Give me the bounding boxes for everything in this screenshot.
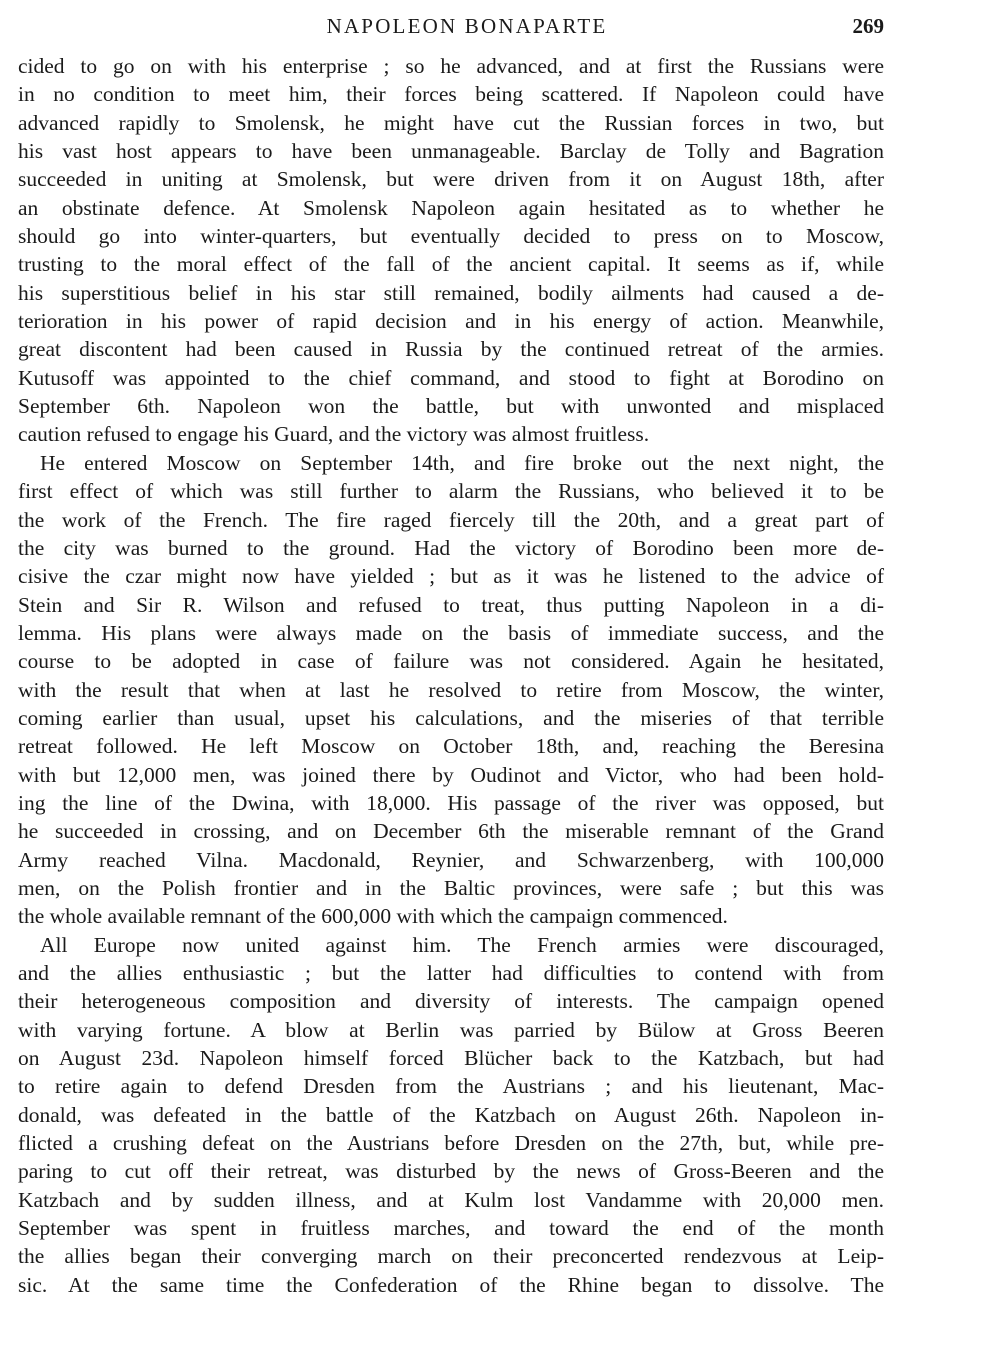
text-line: Kutusoff was appointed to the chief command, and stood to fight at Borodino on	[18, 365, 884, 390]
text-line: retreat followed. He left Moscow on October 18th, and, reaching the Beresina	[18, 734, 884, 759]
text-line: should go into winter-quarters, but eventually decided to press on to Moscow,	[18, 224, 884, 249]
text-line: the city was burned to the ground. Had the victory of Borodino been more de-	[18, 535, 884, 560]
text-line: and the allies enthusiastic ; but the latter had difficulties to contend with from	[18, 961, 884, 985]
text-line: his superstitious belief in his star still remained, bodily ailments had caused a de-	[18, 280, 884, 305]
text-line: he succeeded in crossing, and on December 6th the miserable remnant of the Grand	[18, 819, 884, 844]
book-page	[18, 14, 884, 1299]
paragraph-2	[18, 449, 884, 931]
text-line: Katzbach and by sudden illness, and at Kulm lost Vandamme with 20,000 men.	[18, 1187, 884, 1212]
text-line: the whole available remnant of the 600,000 with which the campaign commenced.	[18, 904, 728, 929]
text-line: cided to go on with his enterprise ; so he advanced, and at first the Russians were	[18, 54, 884, 78]
text-line: ing the line of the Dwina, with 18,000. His passage of the river was opposed, but	[18, 790, 884, 815]
text-line: advanced rapidly to Smolensk, he might have cut the Russian forces in two, but	[18, 110, 884, 135]
text-line: flicted a crushing defeat on the Austrians before Dresden on the 27th, but, while pre-	[18, 1131, 884, 1156]
text-line: course to be adopted in case of failure was not considered. Again he hesitated,	[18, 649, 884, 674]
paragraph-1	[18, 52, 884, 449]
text-line: lemma. His plans were always made on the basis of immediate success, and the	[18, 620, 884, 645]
text-line: great discontent had been caused in Russia by the continued retreat of the armies.	[18, 337, 884, 362]
text-line: He entered Moscow on September 14th, and fire broke out the next night, the	[40, 450, 884, 475]
text-line: trusting to the moral effect of the fall of the ancient capital. It seems as if, while	[18, 252, 884, 277]
paragraph-3	[18, 931, 884, 1299]
text-line: with the result that when at last he resolved to retire from Moscow, the winter,	[18, 677, 884, 702]
page-number: 269	[852, 14, 884, 38]
text-line: September was spent in fruitless marches, and toward the end of the month	[18, 1216, 884, 1241]
text-line: the work of the French. The fire raged fiercely till the 20th, and a great part of	[18, 507, 884, 532]
text-line: the allies began their converging march on their preconcerted rendezvous at Leip-	[18, 1244, 884, 1269]
text-line: All Europe now united against him. The French armies were discouraged,	[40, 932, 884, 957]
text-line: their heterogeneous composition and diversity of interests. The campaign opened	[18, 989, 884, 1014]
text-line: paring to cut off their retreat, was disturbed by the news of Gross-Beeren and the	[18, 1159, 884, 1184]
running-header	[18, 14, 884, 46]
text-line: first effect of which was still further to alarm the Russians, who believed it to be	[18, 479, 884, 504]
text-line: in no condition to meet him, their forces being scattered. If Napoleon could have	[18, 82, 884, 107]
text-line: with but 12,000 men, was joined there by Oudinot and Victor, who had been hold-	[18, 762, 884, 787]
text-line: donald, was defeated in the battle of the Katzbach on August 26th. Napoleon in-	[18, 1102, 884, 1127]
text-line: an obstinate defence. At Smolensk Napoleon again hesitated as to whether he	[18, 195, 884, 220]
text-line: Army reached Vilna. Macdonald, Reynier, and Schwarzenberg, with 100,000	[18, 847, 884, 872]
text-line: cisive the czar might now have yielded ; but as it was he listened to the advice of	[18, 564, 884, 589]
text-line: sic. At the same time the Confederation of the Rhine began to dissolve. The	[18, 1272, 884, 1297]
text-line: to retire again to defend Dresden from the Austrians ; and his lieutenant, Mac-	[18, 1074, 884, 1099]
running-title: NAPOLEON BONAPARTE	[326, 14, 608, 38]
text-line: caution refused to engage his Guard, and the victory was almost fruitless.	[18, 422, 650, 447]
text-line: Stein and Sir R. Wilson and refused to treat, thus putting Napoleon in a di-	[18, 592, 884, 617]
text-line: coming earlier than usual, upset his calculations, and the miseries of that terrible	[18, 705, 884, 730]
text-line: on August 23d. Napoleon himself forced Blücher back to the Katzbach, but had	[18, 1046, 884, 1071]
text-line: succeeded in uniting at Smolensk, but were driven from it on August 18th, after	[18, 167, 884, 192]
text-line: with varying fortune. A blow at Berlin was parried by Bülow at Gross Beeren	[18, 1017, 884, 1042]
text-line: terioration in his power of rapid decision and in his energy of action. Meanwhile,	[18, 309, 884, 334]
text-line: his vast host appears to have been unmanageable. Barclay de Tolly and Bagration	[18, 139, 884, 164]
text-line: men, on the Polish frontier and in the Baltic provinces, were safe ; but this was	[18, 875, 884, 900]
body-text	[18, 52, 884, 1299]
text-line: September 6th. Napoleon won the battle, but with unwonted and misplaced	[18, 394, 884, 419]
